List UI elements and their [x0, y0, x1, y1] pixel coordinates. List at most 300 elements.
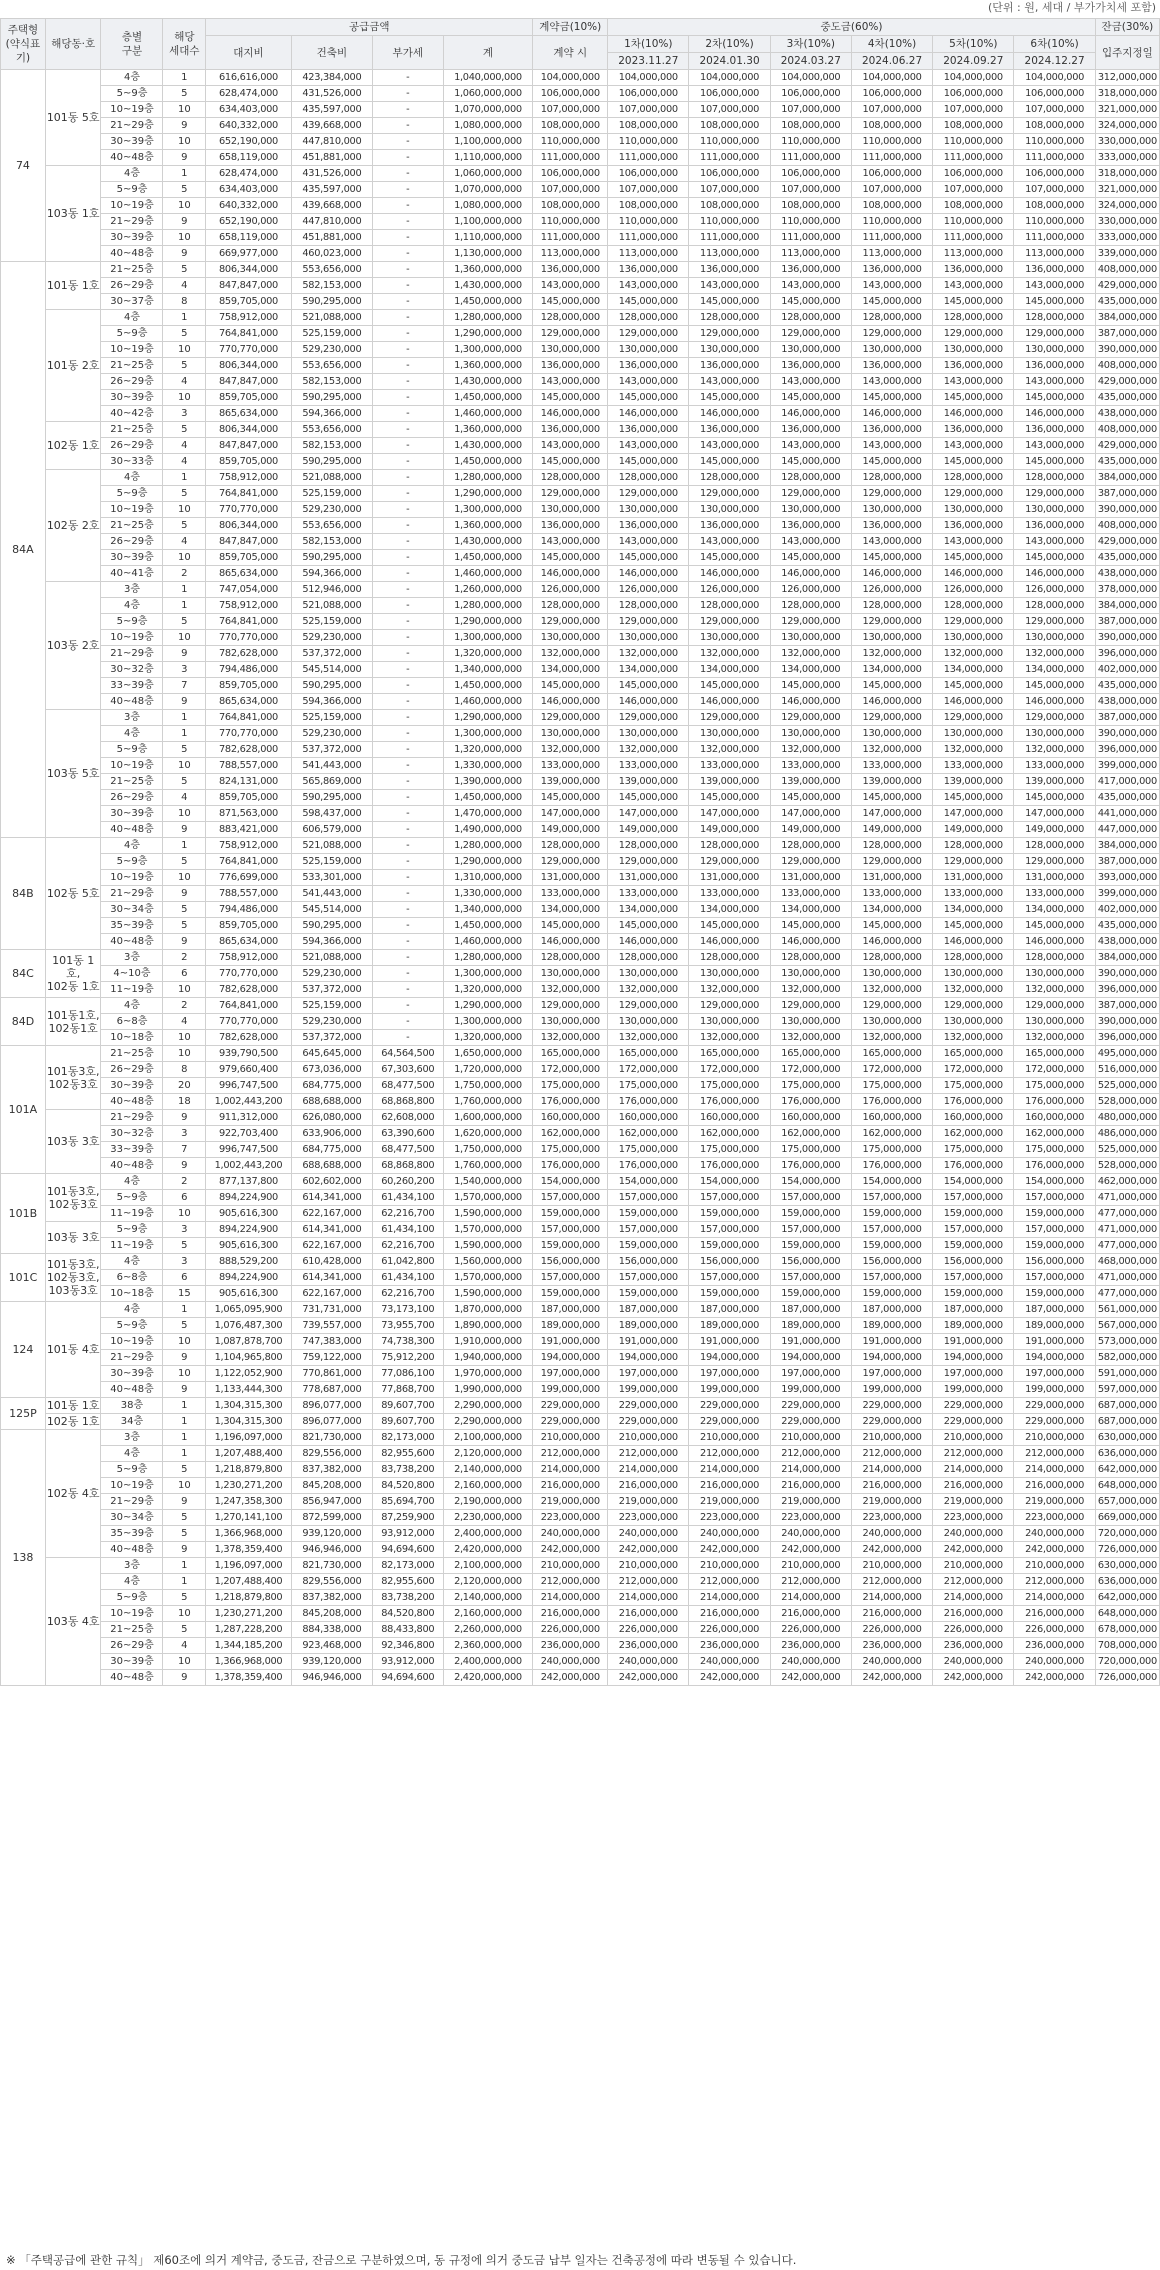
cell-middle-2: 197,000,000	[689, 1366, 770, 1382]
cell-middle-5: 130,000,000	[933, 726, 1014, 742]
cell-middle-4: 194,000,000	[851, 1350, 932, 1366]
cell-middle-3: 219,000,000	[770, 1494, 851, 1510]
cell-balance: 378,000,000	[1095, 582, 1159, 598]
cell-contract: 111,000,000	[533, 230, 608, 246]
cell-middle-2: 111,000,000	[689, 150, 770, 166]
cell-floor: 4층	[101, 1574, 163, 1590]
cell-contract: 130,000,000	[533, 630, 608, 646]
cell-vat: -	[373, 70, 444, 86]
cell-vat: 61,434,100	[373, 1222, 444, 1238]
cell-dong: 101동 5호	[45, 70, 101, 166]
cell-dong: 102동 1호	[45, 422, 101, 470]
cell-land: 788,557,000	[206, 758, 292, 774]
cell-land: 859,705,000	[206, 790, 292, 806]
cell-building: 590,295,000	[291, 918, 372, 934]
cell-middle-3: 159,000,000	[770, 1238, 851, 1254]
cell-dong: 103동 3호	[45, 1110, 101, 1174]
cell-building: 529,230,000	[291, 726, 372, 742]
cell-balance: 402,000,000	[1095, 662, 1159, 678]
cell-total: 1,340,000,000	[443, 902, 533, 918]
cell-units: 3	[163, 662, 206, 678]
cell-building: 529,230,000	[291, 630, 372, 646]
table-row	[1, 1638, 1160, 1654]
cell-building: 821,730,000	[291, 1558, 372, 1574]
cell-vat: -	[373, 790, 444, 806]
cell-contract: 139,000,000	[533, 774, 608, 790]
header-units: 해당 세대수	[163, 19, 206, 70]
cell-units: 9	[163, 1350, 206, 1366]
cell-middle-3: 214,000,000	[770, 1462, 851, 1478]
cell-contract: 129,000,000	[533, 998, 608, 1014]
cell-building: 626,080,000	[291, 1110, 372, 1126]
table-row	[1, 358, 1160, 374]
table-row	[1, 86, 1160, 102]
cell-middle-3: 189,000,000	[770, 1318, 851, 1334]
cell-vat: 94,694,600	[373, 1542, 444, 1558]
cell-middle-3: 111,000,000	[770, 230, 851, 246]
cell-middle-4: 130,000,000	[851, 342, 932, 358]
cell-contract: 199,000,000	[533, 1382, 608, 1398]
cell-units: 5	[163, 486, 206, 502]
table-row	[1, 182, 1160, 198]
cell-middle-2: 136,000,000	[689, 518, 770, 534]
cell-vat: 62,216,700	[373, 1238, 444, 1254]
table-row	[1, 310, 1160, 326]
cell-middle-5: 133,000,000	[933, 886, 1014, 902]
cell-middle-5: 129,000,000	[933, 326, 1014, 342]
cell-middle-1: 145,000,000	[608, 390, 689, 406]
cell-middle-1: 240,000,000	[608, 1654, 689, 1670]
cell-middle-5: 136,000,000	[933, 422, 1014, 438]
cell-middle-2: 136,000,000	[689, 262, 770, 278]
cell-middle-6: 240,000,000	[1014, 1526, 1095, 1542]
cell-contract: 176,000,000	[533, 1094, 608, 1110]
cell-middle-5: 139,000,000	[933, 774, 1014, 790]
cell-building: 590,295,000	[291, 790, 372, 806]
cell-middle-4: 172,000,000	[851, 1062, 932, 1078]
cell-vat: 77,086,100	[373, 1366, 444, 1382]
cell-middle-2: 162,000,000	[689, 1126, 770, 1142]
cell-building: 837,382,000	[291, 1462, 372, 1478]
cell-type: 101B	[1, 1174, 46, 1254]
cell-vat: 85,694,700	[373, 1494, 444, 1510]
cell-land: 640,332,000	[206, 118, 292, 134]
cell-middle-4: 242,000,000	[851, 1542, 932, 1558]
cell-vat: -	[373, 422, 444, 438]
cell-middle-3: 157,000,000	[770, 1190, 851, 1206]
cell-balance: 567,000,000	[1095, 1318, 1159, 1334]
cell-vat: -	[373, 822, 444, 838]
cell-land: 1,104,965,800	[206, 1350, 292, 1366]
cell-middle-2: 159,000,000	[689, 1238, 770, 1254]
cell-middle-4: 175,000,000	[851, 1078, 932, 1094]
cell-middle-5: 106,000,000	[933, 166, 1014, 182]
cell-middle-3: 197,000,000	[770, 1366, 851, 1382]
cell-units: 3	[163, 1222, 206, 1238]
cell-contract: 210,000,000	[533, 1558, 608, 1574]
header-installment-date: 2024.09.27	[933, 53, 1014, 70]
cell-contract: 113,000,000	[533, 246, 608, 262]
cell-middle-2: 146,000,000	[689, 934, 770, 950]
cell-units: 10	[163, 390, 206, 406]
cell-middle-1: 172,000,000	[608, 1062, 689, 1078]
cell-middle-5: 126,000,000	[933, 582, 1014, 598]
cell-middle-6: 130,000,000	[1014, 726, 1095, 742]
cell-middle-4: 128,000,000	[851, 470, 932, 486]
cell-units: 2	[163, 566, 206, 582]
cell-units: 9	[163, 822, 206, 838]
cell-middle-3: 199,000,000	[770, 1382, 851, 1398]
cell-total: 2,400,000,000	[443, 1654, 533, 1670]
cell-total: 1,590,000,000	[443, 1206, 533, 1222]
cell-units: 3	[163, 406, 206, 422]
cell-contract: 107,000,000	[533, 102, 608, 118]
cell-building: 590,295,000	[291, 678, 372, 694]
cell-middle-2: 129,000,000	[689, 854, 770, 870]
cell-middle-4: 131,000,000	[851, 870, 932, 886]
header-total: 계	[443, 36, 533, 70]
cell-floor: 5~9층	[101, 1190, 163, 1206]
cell-floor: 21~29층	[101, 1110, 163, 1126]
table-row	[1, 1574, 1160, 1590]
cell-middle-2: 176,000,000	[689, 1094, 770, 1110]
cell-type: 84D	[1, 998, 46, 1046]
cell-middle-1: 136,000,000	[608, 422, 689, 438]
cell-floor: 26~29층	[101, 790, 163, 806]
cell-middle-6: 223,000,000	[1014, 1510, 1095, 1526]
cell-vat: 82,955,600	[373, 1574, 444, 1590]
cell-middle-1: 130,000,000	[608, 342, 689, 358]
cell-vat: 67,303,600	[373, 1062, 444, 1078]
cell-total: 1,430,000,000	[443, 438, 533, 454]
cell-vat: -	[373, 710, 444, 726]
cell-vat: 88,433,800	[373, 1622, 444, 1638]
cell-units: 5	[163, 1318, 206, 1334]
cell-contract: 145,000,000	[533, 454, 608, 470]
cell-balance: 438,000,000	[1095, 566, 1159, 582]
cell-land: 634,403,000	[206, 182, 292, 198]
cell-vat: -	[373, 214, 444, 230]
table-row	[1, 582, 1160, 598]
cell-building: 553,656,000	[291, 262, 372, 278]
cell-middle-1: 162,000,000	[608, 1126, 689, 1142]
cell-vat: 68,477,500	[373, 1142, 444, 1158]
cell-total: 1,360,000,000	[443, 422, 533, 438]
cell-vat: 64,564,500	[373, 1046, 444, 1062]
header-land: 대지비	[206, 36, 292, 70]
cell-middle-3: 130,000,000	[770, 502, 851, 518]
cell-middle-5: 128,000,000	[933, 838, 1014, 854]
cell-units: 5	[163, 614, 206, 630]
header-installment-label: 3차(10%)	[770, 36, 851, 53]
cell-balance: 390,000,000	[1095, 502, 1159, 518]
cell-middle-4: 136,000,000	[851, 518, 932, 534]
cell-building: 829,556,000	[291, 1446, 372, 1462]
header-contract-sub: 계약 시	[533, 36, 608, 70]
cell-total: 2,160,000,000	[443, 1606, 533, 1622]
cell-middle-3: 216,000,000	[770, 1478, 851, 1494]
cell-total: 2,230,000,000	[443, 1510, 533, 1526]
cell-vat: -	[373, 374, 444, 390]
cell-contract: 130,000,000	[533, 502, 608, 518]
cell-floor: 4층	[101, 1446, 163, 1462]
cell-contract: 145,000,000	[533, 550, 608, 566]
cell-units: 1	[163, 598, 206, 614]
cell-middle-5: 128,000,000	[933, 310, 1014, 326]
cell-building: 541,443,000	[291, 886, 372, 902]
cell-balance: 561,000,000	[1095, 1302, 1159, 1318]
cell-contract: 107,000,000	[533, 182, 608, 198]
cell-middle-2: 129,000,000	[689, 486, 770, 502]
cell-middle-6: 240,000,000	[1014, 1654, 1095, 1670]
cell-building: 525,159,000	[291, 486, 372, 502]
cell-land: 865,634,000	[206, 406, 292, 422]
cell-dong: 103동 2호	[45, 582, 101, 710]
cell-total: 2,100,000,000	[443, 1558, 533, 1574]
header-installment-label: 5차(10%)	[933, 36, 1014, 53]
cell-middle-4: 145,000,000	[851, 454, 932, 470]
table-row	[1, 1542, 1160, 1558]
cell-middle-5: 129,000,000	[933, 614, 1014, 630]
cell-balance: 630,000,000	[1095, 1430, 1159, 1446]
cell-building: 590,295,000	[291, 454, 372, 470]
cell-middle-6: 214,000,000	[1014, 1462, 1095, 1478]
cell-units: 1	[163, 470, 206, 486]
cell-middle-2: 126,000,000	[689, 582, 770, 598]
cell-middle-5: 136,000,000	[933, 518, 1014, 534]
cell-middle-3: 130,000,000	[770, 1014, 851, 1030]
cell-floor: 3층	[101, 1558, 163, 1574]
table-row	[1, 662, 1160, 678]
cell-middle-2: 145,000,000	[689, 294, 770, 310]
cell-floor: 30~39층	[101, 1366, 163, 1382]
cell-middle-5: 194,000,000	[933, 1350, 1014, 1366]
table-row	[1, 1430, 1160, 1446]
cell-balance: 390,000,000	[1095, 342, 1159, 358]
cell-middle-2: 128,000,000	[689, 838, 770, 854]
cell-vat: 62,216,700	[373, 1286, 444, 1302]
cell-building: 829,556,000	[291, 1574, 372, 1590]
cell-middle-4: 107,000,000	[851, 102, 932, 118]
cell-balance: 402,000,000	[1095, 902, 1159, 918]
cell-floor: 26~29층	[101, 1062, 163, 1078]
cell-balance: 642,000,000	[1095, 1590, 1159, 1606]
table-row	[1, 342, 1160, 358]
cell-middle-1: 129,000,000	[608, 326, 689, 342]
table-row	[1, 166, 1160, 182]
cell-vat: -	[373, 150, 444, 166]
table-row	[1, 1334, 1160, 1350]
cell-total: 2,120,000,000	[443, 1446, 533, 1462]
cell-building: 582,153,000	[291, 278, 372, 294]
cell-middle-5: 146,000,000	[933, 566, 1014, 582]
cell-balance: 528,000,000	[1095, 1158, 1159, 1174]
table-row	[1, 566, 1160, 582]
cell-total: 2,420,000,000	[443, 1542, 533, 1558]
cell-vat: -	[373, 694, 444, 710]
cell-middle-4: 143,000,000	[851, 438, 932, 454]
cell-land: 652,190,000	[206, 134, 292, 150]
cell-building: 451,881,000	[291, 230, 372, 246]
cell-land: 905,616,300	[206, 1238, 292, 1254]
cell-units: 1	[163, 70, 206, 86]
cell-middle-2: 214,000,000	[689, 1590, 770, 1606]
cell-floor: 26~29층	[101, 438, 163, 454]
cell-building: 521,088,000	[291, 838, 372, 854]
cell-middle-4: 128,000,000	[851, 598, 932, 614]
cell-middle-6: 229,000,000	[1014, 1398, 1095, 1414]
cell-floor: 30~34층	[101, 902, 163, 918]
cell-middle-6: 159,000,000	[1014, 1286, 1095, 1302]
cell-units: 1	[163, 1414, 206, 1430]
cell-middle-5: 172,000,000	[933, 1062, 1014, 1078]
cell-floor: 5~9층	[101, 854, 163, 870]
cell-floor: 40~48층	[101, 1094, 163, 1110]
cell-middle-5: 143,000,000	[933, 278, 1014, 294]
cell-middle-6: 133,000,000	[1014, 758, 1095, 774]
cell-total: 1,460,000,000	[443, 566, 533, 582]
cell-middle-2: 132,000,000	[689, 982, 770, 998]
cell-floor: 26~29층	[101, 534, 163, 550]
cell-building: 521,088,000	[291, 310, 372, 326]
cell-building: 896,077,000	[291, 1414, 372, 1430]
cell-floor: 30~32층	[101, 662, 163, 678]
cell-floor: 30~34층	[101, 1510, 163, 1526]
cell-vat: -	[373, 838, 444, 854]
cell-middle-6: 172,000,000	[1014, 1062, 1095, 1078]
cell-middle-1: 130,000,000	[608, 1014, 689, 1030]
cell-middle-5: 143,000,000	[933, 438, 1014, 454]
cell-middle-3: 216,000,000	[770, 1606, 851, 1622]
cell-building: 545,514,000	[291, 662, 372, 678]
cell-building: 939,120,000	[291, 1654, 372, 1670]
cell-middle-1: 134,000,000	[608, 662, 689, 678]
cell-building: 614,341,000	[291, 1270, 372, 1286]
table-row	[1, 646, 1160, 662]
cell-middle-6: 212,000,000	[1014, 1574, 1095, 1590]
cell-middle-1: 111,000,000	[608, 150, 689, 166]
cell-middle-3: 132,000,000	[770, 646, 851, 662]
cell-total: 1,570,000,000	[443, 1270, 533, 1286]
cell-land: 770,770,000	[206, 342, 292, 358]
cell-units: 9	[163, 118, 206, 134]
cell-middle-3: 242,000,000	[770, 1542, 851, 1558]
cell-units: 5	[163, 854, 206, 870]
cell-floor: 34층	[101, 1414, 163, 1430]
cell-middle-1: 216,000,000	[608, 1606, 689, 1622]
cell-units: 5	[163, 742, 206, 758]
cell-total: 1,620,000,000	[443, 1126, 533, 1142]
cell-floor: 30~39층	[101, 806, 163, 822]
cell-vat: 83,738,200	[373, 1462, 444, 1478]
cell-land: 824,131,000	[206, 774, 292, 790]
header-installment-date: 2024.03.27	[770, 53, 851, 70]
table-row	[1, 678, 1160, 694]
cell-balance: 312,000,000	[1095, 70, 1159, 86]
table-row	[1, 1222, 1160, 1238]
cell-middle-6: 106,000,000	[1014, 86, 1095, 102]
cell-balance: 408,000,000	[1095, 422, 1159, 438]
cell-middle-1: 242,000,000	[608, 1542, 689, 1558]
cell-middle-1: 130,000,000	[608, 966, 689, 982]
cell-middle-3: 175,000,000	[770, 1142, 851, 1158]
header-balance: 잔금(30%)	[1095, 19, 1159, 36]
cell-building: 770,861,000	[291, 1366, 372, 1382]
cell-total: 1,070,000,000	[443, 182, 533, 198]
cell-total: 1,340,000,000	[443, 662, 533, 678]
cell-contract: 156,000,000	[533, 1254, 608, 1270]
cell-total: 1,300,000,000	[443, 966, 533, 982]
cell-middle-1: 160,000,000	[608, 1110, 689, 1126]
cell-middle-3: 126,000,000	[770, 582, 851, 598]
cell-middle-2: 130,000,000	[689, 630, 770, 646]
cell-land: 1,230,271,200	[206, 1606, 292, 1622]
cell-middle-3: 156,000,000	[770, 1254, 851, 1270]
cell-building: 431,526,000	[291, 86, 372, 102]
cell-middle-1: 143,000,000	[608, 534, 689, 550]
cell-land: 1,196,097,000	[206, 1430, 292, 1446]
cell-land: 782,628,000	[206, 742, 292, 758]
cell-building: 529,230,000	[291, 342, 372, 358]
cell-middle-6: 110,000,000	[1014, 214, 1095, 230]
cell-floor: 40~48층	[101, 1158, 163, 1174]
cell-total: 1,890,000,000	[443, 1318, 533, 1334]
cell-middle-3: 106,000,000	[770, 86, 851, 102]
cell-balance: 435,000,000	[1095, 918, 1159, 934]
cell-dong: 103동 4호	[45, 1558, 101, 1686]
cell-middle-3: 145,000,000	[770, 790, 851, 806]
cell-middle-2: 106,000,000	[689, 166, 770, 182]
cell-contract: 146,000,000	[533, 406, 608, 422]
cell-balance: 387,000,000	[1095, 326, 1159, 342]
cell-land: 764,841,000	[206, 854, 292, 870]
cell-middle-3: 107,000,000	[770, 102, 851, 118]
cell-total: 1,970,000,000	[443, 1366, 533, 1382]
cell-middle-6: 130,000,000	[1014, 502, 1095, 518]
cell-middle-4: 219,000,000	[851, 1494, 932, 1510]
cell-middle-1: 143,000,000	[608, 278, 689, 294]
cell-total: 2,260,000,000	[443, 1622, 533, 1638]
cell-middle-6: 113,000,000	[1014, 246, 1095, 262]
cell-middle-3: 128,000,000	[770, 838, 851, 854]
cell-middle-1: 106,000,000	[608, 166, 689, 182]
cell-middle-2: 129,000,000	[689, 710, 770, 726]
cell-floor: 21~25층	[101, 422, 163, 438]
cell-dong: 102동 2호	[45, 470, 101, 582]
cell-balance: 324,000,000	[1095, 198, 1159, 214]
cell-units: 9	[163, 694, 206, 710]
cell-middle-4: 128,000,000	[851, 950, 932, 966]
cell-balance: 396,000,000	[1095, 742, 1159, 758]
cell-contract: 240,000,000	[533, 1526, 608, 1542]
cell-building: 460,023,000	[291, 246, 372, 262]
cell-total: 1,280,000,000	[443, 598, 533, 614]
table-row	[1, 1478, 1160, 1494]
cell-middle-6: 134,000,000	[1014, 902, 1095, 918]
cell-balance: 387,000,000	[1095, 854, 1159, 870]
cell-vat: 68,868,800	[373, 1158, 444, 1174]
cell-dong: 101동 1호, 102동 1호	[45, 950, 101, 998]
cell-middle-3: 226,000,000	[770, 1622, 851, 1638]
cell-building: 673,036,000	[291, 1062, 372, 1078]
cell-middle-1: 189,000,000	[608, 1318, 689, 1334]
cell-units: 3	[163, 1254, 206, 1270]
cell-units: 9	[163, 246, 206, 262]
cell-floor: 10~19층	[101, 198, 163, 214]
cell-middle-3: 143,000,000	[770, 278, 851, 294]
cell-middle-1: 214,000,000	[608, 1590, 689, 1606]
cell-middle-2: 175,000,000	[689, 1142, 770, 1158]
